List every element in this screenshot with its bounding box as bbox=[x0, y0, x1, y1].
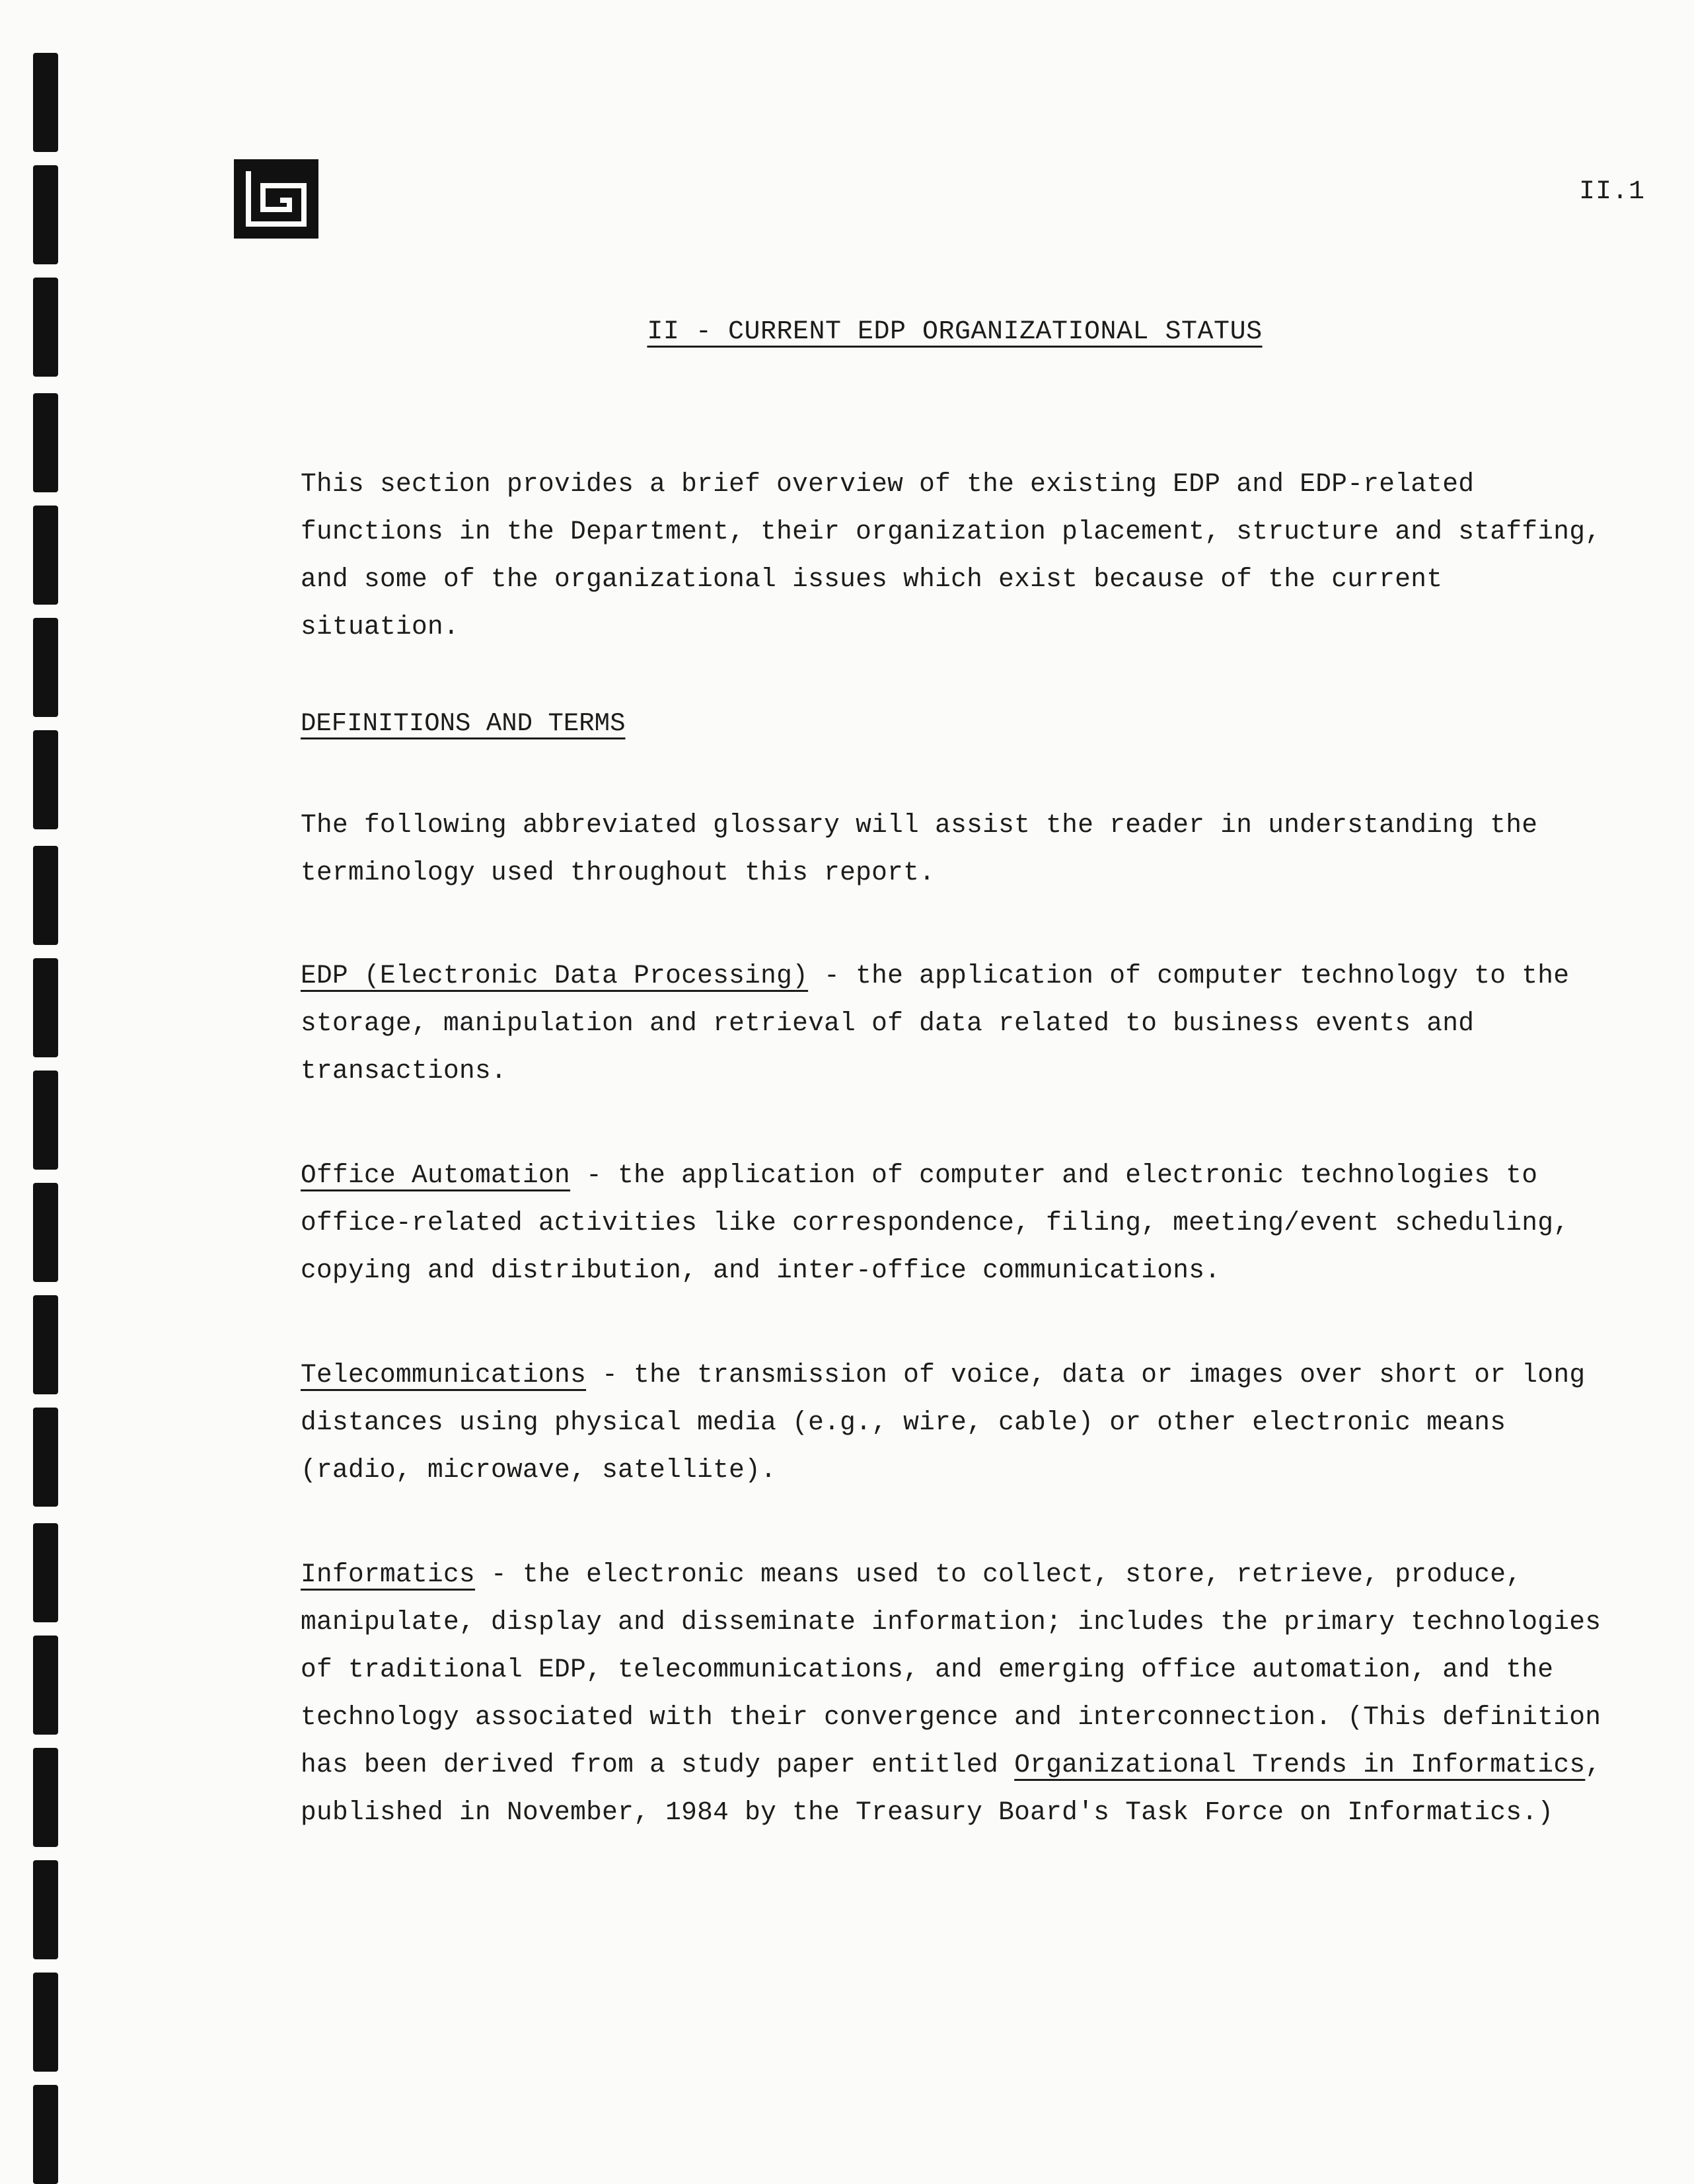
definition-edp-text: - the application of computer technology to the storage, manipulation and retrieval of data related to business events and transactions. bbox=[301, 961, 1570, 1086]
binder-hole bbox=[33, 1636, 58, 1735]
definition-informatics-end: , published in November, 1984 by the Treasury Board's Task Force on Informatics.) bbox=[301, 1750, 1602, 1827]
binder-hole bbox=[33, 1523, 58, 1622]
section-title bbox=[301, 317, 1609, 347]
binder-hole bbox=[33, 2085, 58, 2184]
definition-telecommunications bbox=[301, 1351, 1609, 1494]
definition-edp bbox=[301, 952, 1609, 1095]
binder-hole bbox=[33, 730, 58, 829]
square-spiral-logo-icon bbox=[231, 157, 321, 241]
section-title-text: II - CURRENT EDP ORGANIZATIONAL STATUS bbox=[647, 317, 1263, 347]
cited-study-title: Organizational Trends in Informatics bbox=[1014, 1750, 1586, 1780]
binder-hole bbox=[33, 1071, 58, 1170]
definition-office-automation-text: - the application of computer and electronic technologies to office-related activities like correspondence, filing, meeting/event scheduling, copying and distribution, and inter-office communications. bbox=[301, 1160, 1570, 1285]
term-informatics: Informatics bbox=[301, 1560, 476, 1589]
definition-informatics-text: - the electronic means used to collect, store, retrieve, produce, manipulate, display and disseminate information; includes the primary technologies of traditional EDP, telecommunications, and emerging office automation, and the technology associated with their convergence and interconnection. (This definition has been derived from a study paper entitled bbox=[301, 1560, 1602, 1780]
definitions-heading-text: DEFINITIONS AND TERMS bbox=[301, 709, 626, 738]
definitions-heading bbox=[301, 700, 1609, 747]
definition-telecommunications-text: - the transmission of voice, data or images over short or long distances using physical media (e.g., wire, cable) or other electronic means (radio, microwave, satellite). bbox=[301, 1360, 1586, 1485]
binder-hole bbox=[33, 1860, 58, 1959]
binder-hole bbox=[33, 846, 58, 945]
binder-hole bbox=[33, 506, 58, 605]
definition-informatics bbox=[301, 1551, 1609, 1836]
page-number: II.1 bbox=[1579, 177, 1646, 207]
page-content bbox=[301, 317, 1609, 1893]
binder-hole bbox=[33, 958, 58, 1057]
binder-hole bbox=[33, 618, 58, 717]
term-edp: EDP (Electronic Data Processing) bbox=[301, 961, 809, 991]
binder-hole bbox=[33, 53, 58, 152]
binder-hole bbox=[33, 1295, 58, 1394]
binder-hole bbox=[33, 1408, 58, 1507]
binder-hole bbox=[33, 1973, 58, 2072]
definition-office-automation bbox=[301, 1152, 1609, 1295]
binder-holes bbox=[33, 0, 62, 2174]
binder-hole bbox=[33, 278, 58, 377]
binder-hole bbox=[33, 165, 58, 264]
glossary-intro: The following abbreviated glossary will assist the reader in understanding the terminology used throughout this report. bbox=[301, 810, 1538, 887]
term-telecommunications: Telecommunications bbox=[301, 1360, 587, 1390]
binder-hole bbox=[33, 1748, 58, 1847]
section-intro: This section provides a brief overview of the existing EDP and EDP-related functions in the Department, their organization placement, structure and staffing, and some of the organizational issues which exist because of the current situation. bbox=[301, 469, 1602, 642]
binder-hole bbox=[33, 1183, 58, 1282]
binder-hole bbox=[33, 393, 58, 492]
term-office-automation: Office Automation bbox=[301, 1160, 571, 1190]
